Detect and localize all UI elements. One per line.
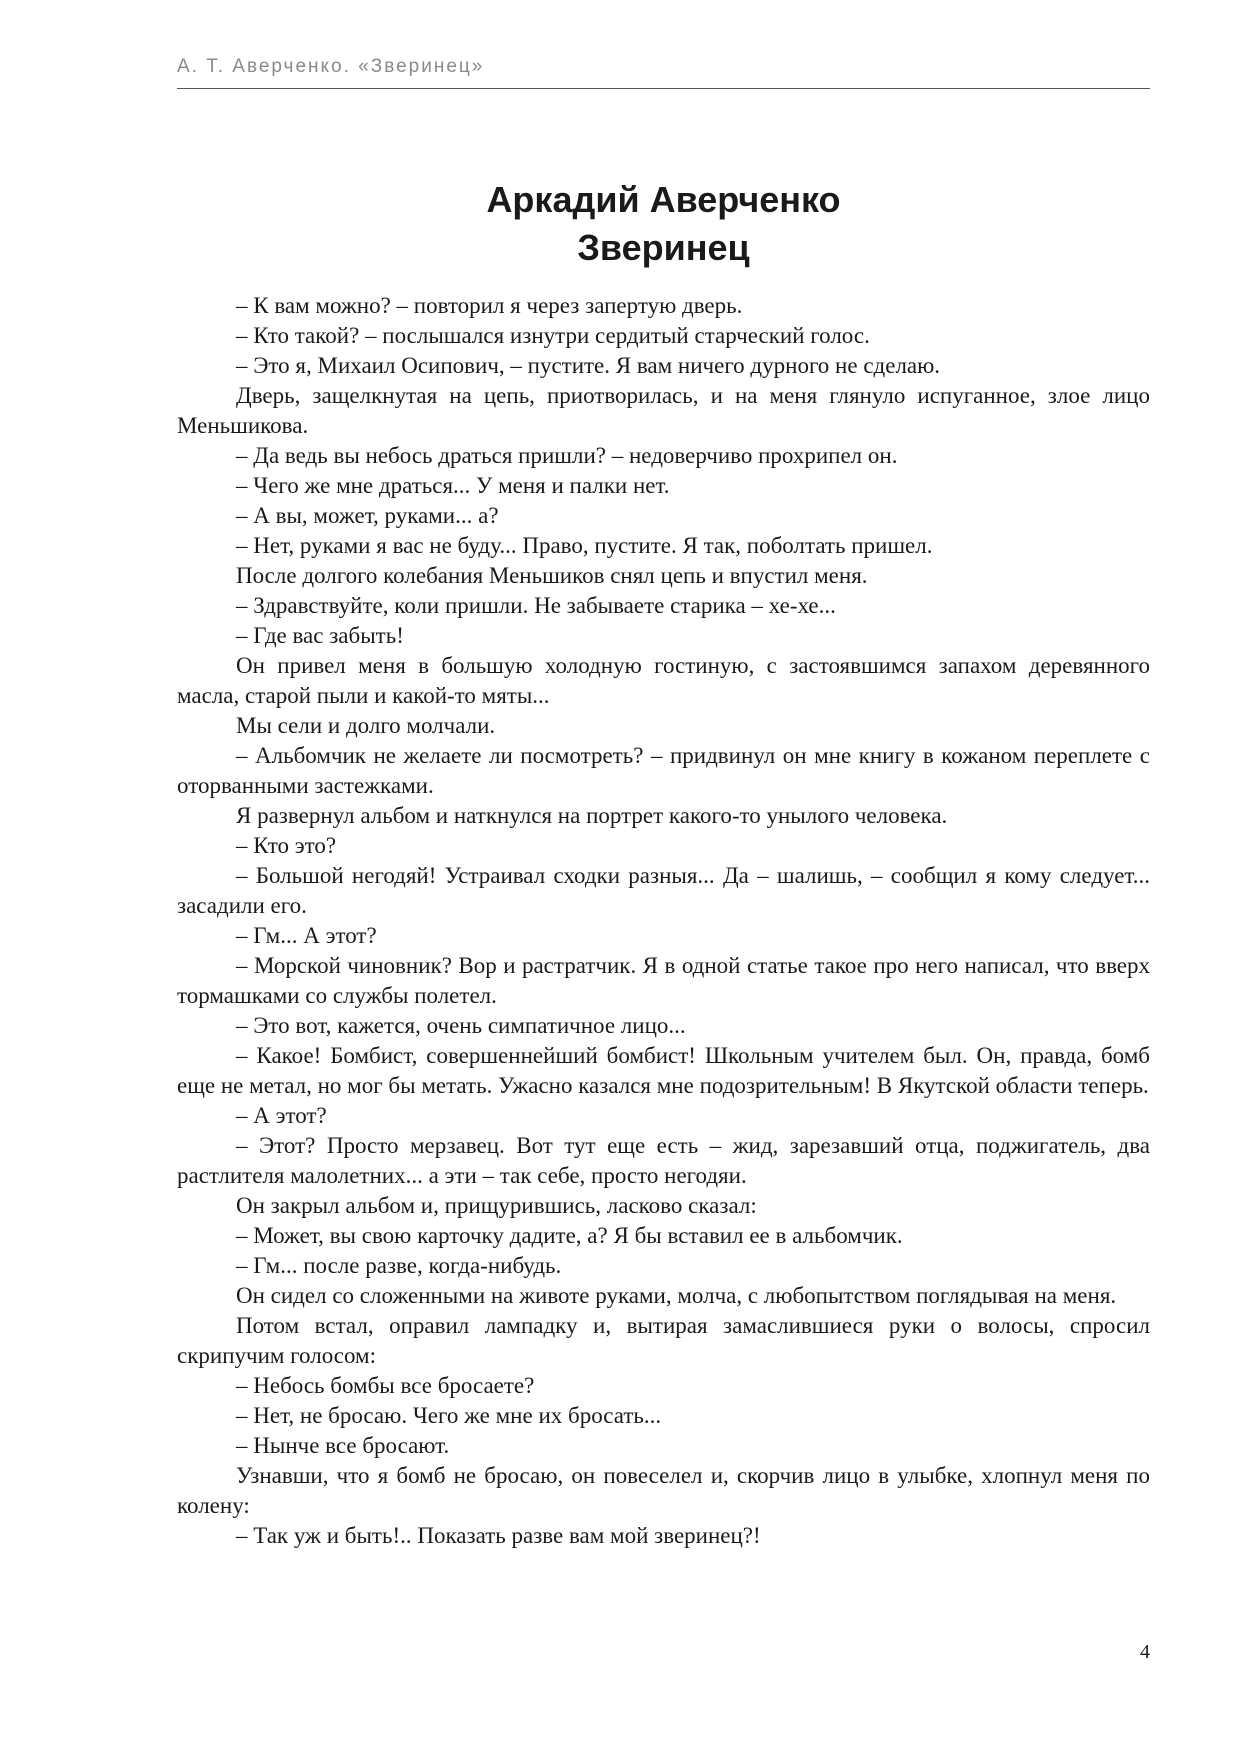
page-title (177, 176, 1150, 272)
paragraph: Он сидел со сложенными на животе руками, молча, с любопытством поглядывая на меня. (236, 1283, 1117, 1308)
paragraph: – Может, вы свою карточку дадите, а? Я бы вставил ее в альбомчик. (236, 1223, 903, 1248)
paragraph: – Кто это? (236, 833, 337, 858)
paragraph: Я развернул альбом и наткнулся на портрет какого-то унылого человека. (236, 803, 948, 828)
paragraph: – Здравствуйте, коли пришли. Не забываете старика – хе-хе... (236, 593, 836, 618)
running-head: А. Т. Аверченко. «Зверинец» (177, 56, 485, 77)
page-number: 4 (1140, 1641, 1150, 1663)
paragraph: – Этот? Просто мерзавец. Вот тут еще есть – жид, зарезавший отца, поджигатель, два растлителя малолетних... а эти – так себе, просто негодяи. (177, 1133, 1150, 1188)
paragraph: – Нынче все бросают. (236, 1433, 450, 1458)
paragraph: – Какое! Бомбист, совершеннейший бомбист! Школьным учителем был. Он, правда, бомб еще не метал, но мог бы метать. Ужасно казался мне подозрительным! В Якутской области теперь. (177, 1043, 1150, 1098)
paragraph: – Кто такой? – послышался изнутри сердитый старческий голос. (236, 323, 870, 348)
paragraph: – Нет, руками я вас не буду... Право, пустите. Я так, поболтать пришел. (236, 533, 933, 558)
paragraph: После долгого колебания Меньшиков снял цепь и впустил меня. (236, 563, 868, 588)
header-rule (177, 88, 1150, 89)
paragraph: – Морской чиновник? Вор и растратчик. Я в одной статье такое про него написал, что вверх тормашками со службы полетел. (177, 953, 1150, 1008)
paragraph: Он закрыл альбом и, прищурившись, ласково сказал: (236, 1193, 757, 1218)
title-author: Аркадий Аверченко (486, 179, 841, 220)
paragraph: – Да ведь вы небось драться пришли? – недоверчиво прохрипел он. (236, 443, 898, 468)
paragraph: – Небось бомбы все бросаете? (236, 1373, 535, 1398)
paragraph: – Большой негодяй! Устраивал сходки разныя... Да – шалишь, – сообщил я кому следует... засадили его. (177, 863, 1150, 918)
paragraph: Потом встал, оправил лампадку и, вытирая замаслившиеся руки о волосы, спросил скрипучим голосом: (177, 1313, 1150, 1368)
title-work: Зверинец (577, 227, 750, 268)
paragraph: – Чего же мне драться... У меня и палки нет. (236, 473, 670, 498)
paragraph: – Гм... А этот? (236, 923, 377, 948)
paragraph: – Где вас забыть! (236, 623, 404, 648)
paragraph: – Это вот, кажется, очень симпатичное лицо... (236, 1013, 686, 1038)
paragraph: – А этот? (236, 1103, 327, 1128)
paragraph: Дверь, защелкнутая на цепь, приотворилась, и на меня глянуло испуганное, злое лицо Меньшикова. (177, 383, 1150, 438)
paragraph: – А вы, может, руками... а? (236, 503, 499, 528)
paragraph: – Так уж и быть!.. Показать разве вам мой зверинец?! (236, 1523, 761, 1548)
paragraph: – Это я, Михаил Осипович, – пустите. Я вам ничего дурного не сделаю. (236, 353, 941, 378)
body-text (177, 291, 1150, 1551)
paragraph: – Нет, не бросаю. Чего же мне их бросать... (236, 1403, 662, 1428)
paragraph: – Альбомчик не желаете ли посмотреть? – придвинул он мне книгу в кожаном переплете с оторванными застежками. (177, 743, 1150, 798)
paragraph: Он привел меня в большую холодную гостиную, с застоявшимся запахом деревянного масла, старой пыли и какой-то мяты... (177, 653, 1150, 708)
paragraph: Мы сели и долго молчали. (236, 713, 496, 738)
paragraph: – Гм... после разве, когда-нибудь. (236, 1253, 562, 1278)
paragraph: Узнавши, что я бомб не бросаю, он повеселел и, скорчив лицо в улыбке, хлопнул меня по колену: (177, 1463, 1150, 1518)
paragraph: – К вам можно? – повторил я через запертую дверь. (236, 293, 743, 318)
